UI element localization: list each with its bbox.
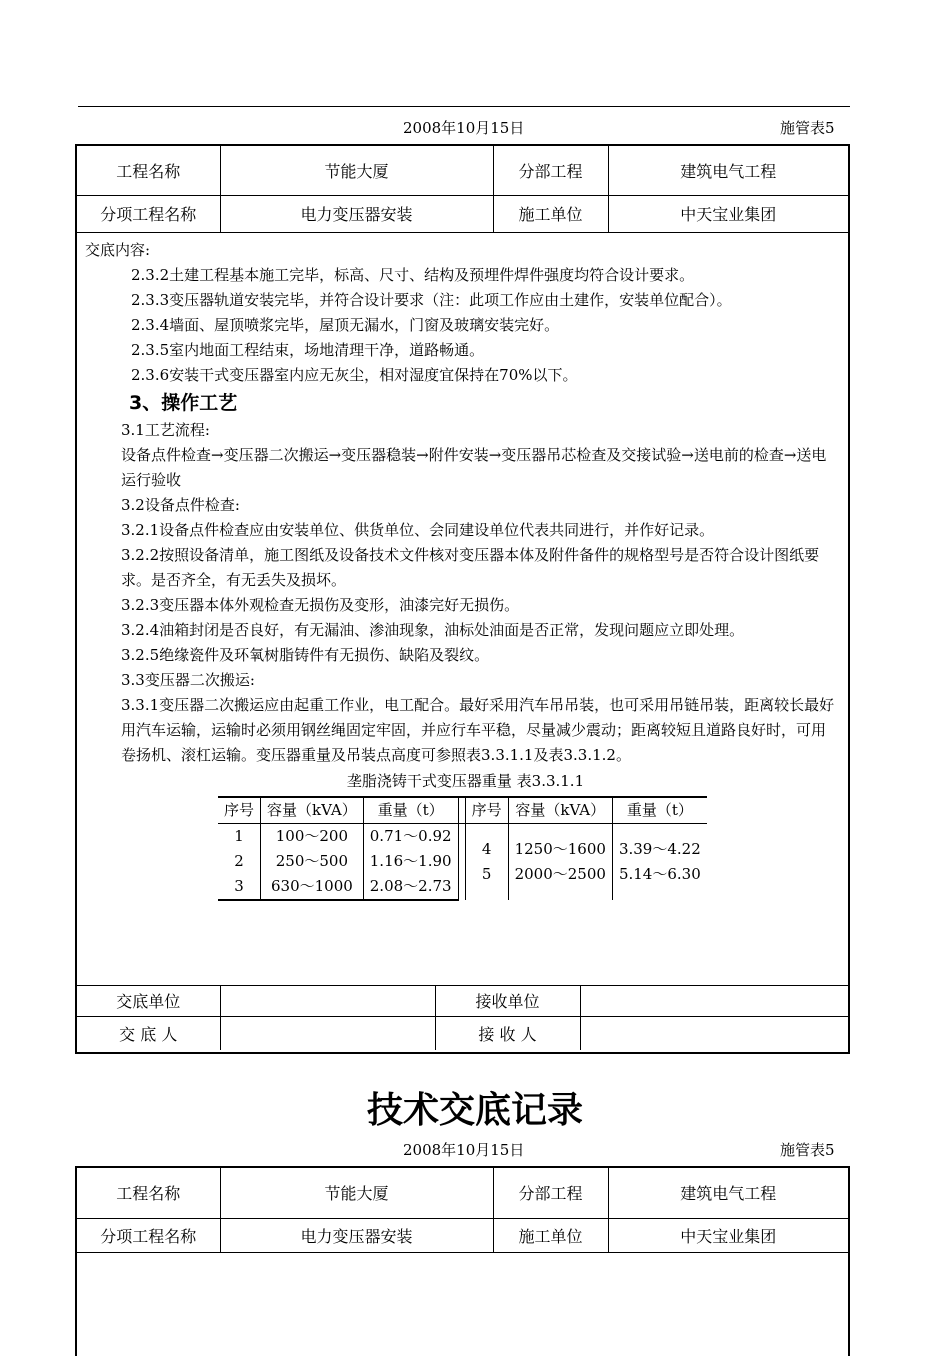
project-name-label: 工程名称 [77, 1168, 220, 1218]
line-2-3-3: 2.3.3变压器轨道安装完毕，并符合设计要求（注：此项工作应由土建作，安装单位配合）。 [131, 290, 732, 309]
record-date: 2008年10月15日 [403, 119, 525, 137]
subitem-value: 电力变压器安装 [220, 1218, 493, 1252]
process-flow: 设备点件检查→变压器二次搬运→变压器稳装→附件安装→变压器吊芯检查及交接试验→送电前的检查→送电运行验收 [121, 445, 827, 489]
signature-table [77, 985, 848, 1051]
cell: 2 [234, 851, 244, 870]
col-gap [458, 823, 465, 900]
cell: 2000～2500 [514, 864, 606, 883]
document-title: 技术交底记录 [366, 1090, 583, 1131]
line-3-3: 3.3变压器二次搬运: [121, 670, 255, 689]
weight-table-caption: 垄脂浇铸干式变压器重量 表3.3.1.1 [346, 771, 585, 790]
form-number: 施管表5 [780, 119, 835, 137]
line-3-2-1: 3.2.1设备点件检查应由安装单位、供货单位、会同建设单位代表共同进行，并作好记录。 [121, 520, 715, 539]
cell: 5 [481, 864, 492, 883]
subitem-label: 分项工程名称 [77, 1218, 220, 1252]
line-3-2: 3.2设备点件检查: [121, 495, 240, 514]
cell: 630～1000 [261, 874, 364, 900]
cell: 3.39～4.22 [618, 839, 701, 858]
contractor-label: 施工单位 [493, 1218, 608, 1252]
division-value: 建筑电气工程 [608, 1168, 848, 1218]
col-gap [458, 797, 465, 824]
col-header: 容量（kVA） [508, 797, 612, 824]
table-row [218, 823, 707, 849]
line-3-1: 3.1工艺流程: [121, 420, 210, 439]
line-3-2-3: 3.2.3变压器本体外观检查无损伤及变形，油漆完好无损伤。 [121, 595, 520, 614]
record-form [75, 144, 850, 1054]
cell: 4 [481, 839, 492, 858]
contractor-label: 施工单位 [493, 195, 608, 232]
line-3-2-5: 3.2.5绝缘瓷件及环氧树脂铸件有无损伤、缺陷及裂纹。 [121, 645, 490, 664]
col-header: 序号 [218, 797, 261, 824]
weight-table [218, 796, 707, 901]
record-form-2 [75, 1166, 850, 1356]
line-2-3-4: 2.3.4墙面、屋顶喷浆完毕，屋顶无漏水，门窗及玻璃安装完好。 [131, 315, 560, 334]
cell: 250～500 [261, 849, 364, 874]
cell-stack [508, 823, 612, 900]
line-2-3-2: 2.3.2土建工程基本施工完毕，标高、尺寸、结构及预埋件焊件强度均符合设计要求。 [131, 265, 695, 284]
intro-label: 交底内容: [85, 240, 151, 259]
cell: 0.71～0.92 [363, 823, 458, 849]
giver-person-field[interactable] [220, 1016, 435, 1050]
record-date-2: 2008年10月15日 [403, 1141, 525, 1159]
receiver-person-field[interactable] [580, 1016, 848, 1050]
receiver-unit-label: 接收单位 [435, 985, 580, 1016]
header-table [77, 146, 848, 233]
giver-person-label: 交 底 人 [77, 1016, 220, 1050]
division-label: 分部工程 [493, 146, 608, 195]
line-3-2-4: 3.2.4油箱封闭是否良好，有无漏油、渗油现象，油标处油面是否正常，发现问题应立即处理。 [121, 620, 745, 639]
cell: 5.14～6.30 [618, 864, 701, 883]
division-value: 建筑电气工程 [608, 146, 848, 195]
giver-unit-field[interactable] [220, 985, 435, 1016]
cell-stack [465, 823, 508, 900]
division-label: 分部工程 [493, 1168, 608, 1218]
subitem-label: 分项工程名称 [77, 195, 220, 232]
project-name-label: 工程名称 [77, 146, 220, 195]
giver-unit-label: 交底单位 [77, 985, 220, 1016]
cell: 2.08～2.73 [363, 874, 458, 900]
receiver-unit-field[interactable] [580, 985, 848, 1016]
cell-stack [612, 823, 706, 900]
project-name-value: 节能大厦 [220, 1168, 493, 1218]
contractor-value: 中天宝业集团 [608, 1218, 848, 1252]
top-rule [78, 106, 850, 107]
col-header: 容量（kVA） [261, 797, 364, 824]
project-name-value: 节能大厦 [220, 146, 493, 195]
col-header: 重量（t） [612, 797, 706, 824]
cell: 1 [234, 826, 244, 845]
line-3-3-1: 3.3.1变压器二次搬运应由起重工作业，电工配合。最好采用汽车吊吊装，也可采用吊链吊装，距离较长最好用汽车运输，运输时必须用钢丝绳固定牢固，并应行车平稳，尽量减少震动；距离较短且道路良好时，可用卷扬机、滚杠运输。变压器重量及吊装点高度可参照表3.3.1.1及表3.3.1.2。 [121, 695, 835, 764]
subitem-value: 电力变压器安装 [220, 195, 493, 232]
section-heading: 3、操作工艺 [129, 391, 238, 414]
line-2-3-6: 2.3.6安装干式变压器室内应无灰尘，相对湿度宜保持在70%以下。 [131, 365, 578, 384]
cell: 3 [218, 874, 261, 900]
disclosure-content [77, 233, 848, 985]
contractor-value: 中天宝业集团 [608, 195, 848, 232]
col-header: 重量（t） [363, 797, 458, 824]
receiver-person-label: 接 收 人 [435, 1016, 580, 1050]
line-3-2-2: 3.2.2按照设备清单，施工图纸及设备技术文件核对变压器本体及附件备件的规格型号是否符合设计图纸要求。是否齐全，有无丢失及损坏。 [121, 545, 820, 589]
header-table-2 [77, 1168, 848, 1253]
weight-table-header [218, 797, 707, 824]
cell: 1250～1600 [514, 839, 606, 858]
form-number-2: 施管表5 [780, 1141, 835, 1159]
section-body [85, 418, 840, 794]
cell: 100～200 [261, 823, 364, 849]
cell: 1.16～1.90 [363, 849, 458, 874]
line-2-3-5: 2.3.5室内地面工程结束，场地清理干净，道路畅通。 [131, 340, 485, 359]
col-header: 序号 [465, 797, 508, 824]
